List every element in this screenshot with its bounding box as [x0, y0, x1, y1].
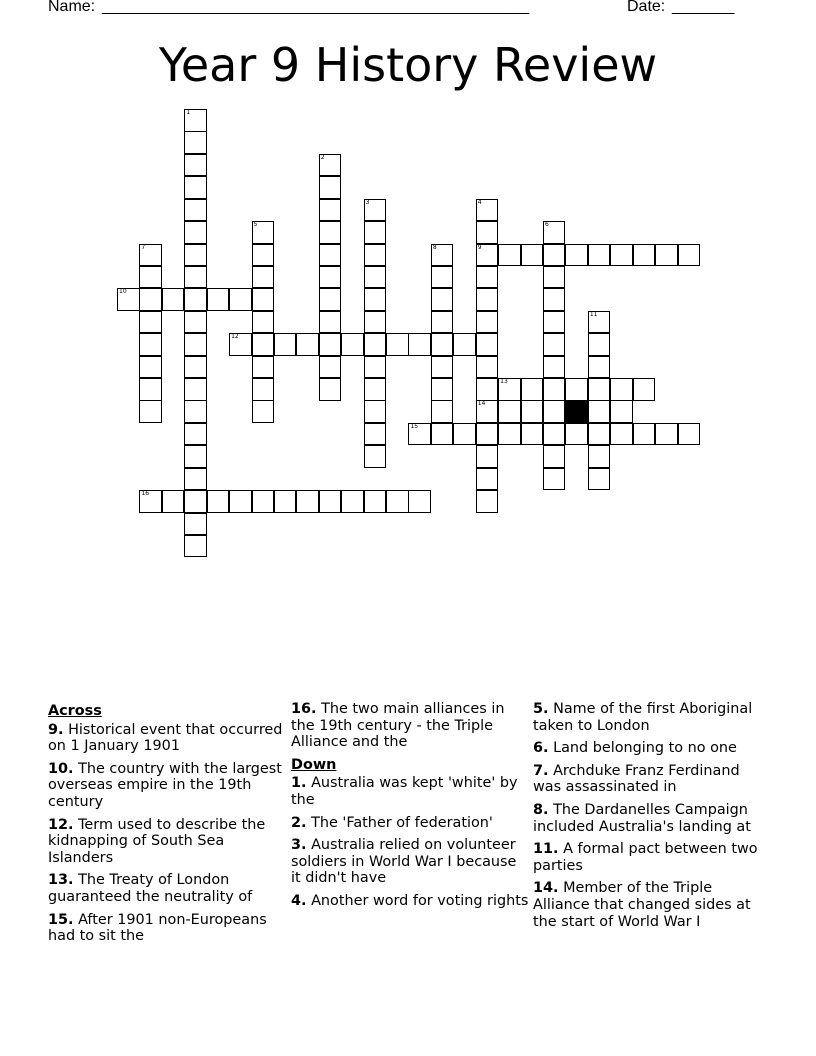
grid-cell[interactable]	[184, 176, 207, 199]
clue-number-label: 16	[141, 490, 150, 498]
grid-cell[interactable]	[408, 423, 431, 446]
grid-cell[interactable]	[476, 400, 499, 423]
grid-cell[interactable]	[319, 490, 342, 513]
grid-cell[interactable]	[543, 468, 566, 491]
grid-cell[interactable]	[184, 445, 207, 468]
grid-cell[interactable]	[655, 423, 678, 446]
clue-number: 5.	[533, 701, 549, 717]
clue-number: 11.	[533, 841, 559, 858]
clue-number: 1.	[291, 775, 307, 792]
clue-number-label: 6	[544, 221, 549, 229]
grid-cell[interactable]	[588, 378, 611, 401]
grid-cell[interactable]	[633, 423, 656, 446]
grid-cell[interactable]	[184, 378, 207, 401]
grid-cell[interactable]	[364, 400, 387, 423]
grid-cell[interactable]	[431, 311, 454, 334]
date-label: Date:	[627, 0, 666, 15]
grid-cell[interactable]	[543, 244, 566, 267]
grid-cell[interactable]	[588, 333, 611, 356]
clue-down-5	[533, 701, 771, 734]
clue-number-label: 12	[231, 333, 239, 341]
grid-cell[interactable]	[521, 244, 544, 267]
grid-cell[interactable]	[610, 400, 633, 423]
grid-cell[interactable]	[319, 356, 342, 379]
grid-cell[interactable]	[184, 199, 207, 222]
clue-text: The Treaty of London guaranteed the neutrality of	[48, 872, 253, 905]
grid-cell[interactable]	[543, 400, 566, 423]
grid-cell[interactable]	[610, 244, 633, 267]
grid-cell[interactable]	[655, 244, 678, 267]
grid-cell[interactable]	[521, 423, 544, 446]
clue-text: Historical event that occurred on 1 January 1901	[48, 721, 283, 755]
clue-number-label: 2	[320, 153, 325, 161]
grid-cell[interactable]	[610, 378, 633, 401]
grid-cell[interactable]	[431, 356, 454, 379]
grid-cell[interactable]	[565, 378, 588, 401]
grid-cell[interactable]	[543, 333, 566, 356]
grid-cell[interactable]	[543, 423, 566, 446]
clue-number-label: 14	[477, 400, 486, 408]
grid-cell[interactable]	[386, 490, 409, 513]
grid-cell[interactable]	[139, 378, 162, 401]
grid-cell[interactable]	[319, 221, 342, 244]
shaded-cell	[565, 400, 588, 423]
clue-number: 12.	[48, 816, 74, 833]
clue-number-label: 4	[477, 198, 482, 206]
grid-cell[interactable]	[252, 266, 275, 289]
grid-cell[interactable]	[386, 333, 409, 356]
across-heading: Across	[48, 703, 102, 719]
grid-cell[interactable]	[184, 423, 207, 446]
grid-cell[interactable]	[431, 244, 454, 267]
grid-cell[interactable]	[252, 378, 275, 401]
clue-text: A formal pact between two parties	[533, 841, 758, 874]
grid-cell[interactable]	[588, 423, 611, 446]
clue-down-2	[291, 815, 529, 832]
grid-cell[interactable]	[162, 288, 185, 311]
grid-cell[interactable]	[364, 333, 387, 356]
grid-cell[interactable]	[252, 356, 275, 379]
grid-cell[interactable]	[184, 333, 207, 356]
grid-cell[interactable]	[341, 333, 364, 356]
clue-number-label: 9	[477, 243, 482, 251]
clue-number: 14.	[533, 880, 559, 897]
clue-number-label: 13	[500, 378, 508, 386]
clue-number-label: 3	[365, 198, 370, 206]
clues-column-2	[291, 701, 529, 916]
grid-cell[interactable]	[476, 490, 499, 513]
grid-cell[interactable]	[543, 266, 566, 289]
grid-cell[interactable]	[476, 266, 499, 289]
clues-column-1	[48, 701, 286, 951]
grid-cell[interactable]	[453, 333, 476, 356]
grid-cell[interactable]	[274, 490, 297, 513]
grid-cell[interactable]	[117, 288, 140, 311]
grid-cell[interactable]	[588, 400, 611, 423]
grid-cell[interactable]	[229, 288, 252, 311]
grid-cell[interactable]	[588, 445, 611, 468]
grid-cell[interactable]	[364, 244, 387, 267]
grid-cell[interactable]	[678, 423, 701, 446]
clue-text: The 'Father of federation'	[311, 814, 493, 831]
grid-cell[interactable]	[543, 311, 566, 334]
grid-cell[interactable]	[184, 221, 207, 244]
clue-number: 9.	[48, 721, 64, 738]
grid-cell[interactable]	[252, 311, 275, 334]
grid-cell[interactable]	[139, 244, 162, 267]
clue-number: 7.	[533, 762, 549, 779]
grid-cell[interactable]	[319, 311, 342, 334]
grid-cell[interactable]	[364, 445, 387, 468]
grid-cell[interactable]	[431, 333, 454, 356]
grid-cell[interactable]	[543, 378, 566, 401]
clue-number-label: 15	[410, 422, 419, 430]
grid-cell[interactable]	[431, 400, 454, 423]
grid-cell[interactable]	[543, 356, 566, 379]
grid-cell[interactable]	[184, 490, 207, 513]
grid-cell[interactable]	[588, 244, 611, 267]
clue-number: 8.	[533, 801, 549, 818]
clue-text: Australia was kept 'white' by the	[291, 775, 518, 808]
grid-cell[interactable]	[319, 244, 342, 267]
grid-cell[interactable]	[543, 288, 566, 311]
clue-down-1	[291, 775, 529, 808]
date-field[interactable]: _______	[672, 0, 735, 15]
grid-cell[interactable]	[139, 400, 162, 423]
grid-cell[interactable]	[296, 333, 319, 356]
grid-cell[interactable]	[139, 356, 162, 379]
grid-cell[interactable]	[184, 109, 207, 132]
clue-across-9	[48, 722, 286, 755]
clue-text: Archduke Franz Ferdinand was assassinated in	[533, 762, 740, 796]
grid-cell[interactable]	[431, 266, 454, 289]
name-label: Name:	[48, 0, 96, 15]
clue-text: Land belonging to no one	[553, 740, 737, 757]
grid-cell[interactable]	[252, 288, 275, 311]
grid-cell[interactable]	[139, 288, 162, 311]
grid-cell[interactable]	[610, 423, 633, 446]
down-heading: Down	[291, 756, 337, 773]
clue-text: Another word for voting rights	[311, 892, 529, 909]
grid-cell[interactable]	[498, 378, 521, 401]
grid-cell[interactable]	[565, 423, 588, 446]
grid-cell[interactable]	[184, 131, 207, 154]
clue-down-3	[291, 837, 529, 887]
grid-cell[interactable]	[229, 333, 252, 356]
grid-cell[interactable]	[476, 288, 499, 311]
grid-cell[interactable]	[319, 378, 342, 401]
grid-cell[interactable]	[364, 288, 387, 311]
clue-number: 10.	[48, 760, 74, 777]
grid-cell[interactable]	[341, 490, 364, 513]
clue-down-4	[291, 893, 529, 910]
grid-cell[interactable]	[543, 221, 566, 244]
clue-number-label: 10	[119, 288, 127, 296]
grid-cell[interactable]	[184, 154, 207, 177]
grid-cell[interactable]	[139, 333, 162, 356]
grid-cell[interactable]	[184, 266, 207, 289]
clue-number: 15.	[48, 911, 74, 928]
grid-cell[interactable]	[319, 288, 342, 311]
clue-text: After 1901 non-Europeans had to sit the	[48, 911, 267, 945]
clue-across-12	[48, 817, 286, 867]
clue-text: The Dardanelles Campaign included Australia's landing at	[533, 801, 751, 835]
grid-cell[interactable]	[565, 244, 588, 267]
clue-across-10	[48, 761, 286, 811]
grid-cell[interactable]	[364, 423, 387, 446]
clue-number: 4.	[291, 892, 307, 909]
clue-across-13	[48, 872, 286, 905]
grid-cell[interactable]	[431, 378, 454, 401]
grid-cell[interactable]	[453, 423, 476, 446]
grid-cell[interactable]	[274, 333, 297, 356]
clue-text: Name of the first Aboriginal taken to London	[533, 701, 753, 734]
grid-cell[interactable]	[364, 378, 387, 401]
clue-text: The two main alliances in the 19th century - the Triple Alliance and the	[291, 701, 505, 751]
grid-cell[interactable]	[476, 445, 499, 468]
grid-cell[interactable]	[319, 333, 342, 356]
grid-cell[interactable]	[139, 311, 162, 334]
grid-cell[interactable]	[498, 423, 521, 446]
clue-down-7	[533, 763, 771, 796]
clue-number: 13.	[48, 872, 74, 889]
grid-cell[interactable]	[498, 400, 521, 423]
grid-cell[interactable]	[678, 244, 701, 267]
grid-cell[interactable]	[319, 176, 342, 199]
grid-cell[interactable]	[207, 490, 230, 513]
grid-cell[interactable]	[476, 378, 499, 401]
grid-cell[interactable]	[476, 199, 499, 222]
grid-cell[interactable]	[476, 221, 499, 244]
grid-cell[interactable]	[139, 266, 162, 289]
grid-cell[interactable]	[521, 378, 544, 401]
page-title: Year 9 History Review	[158, 38, 658, 92]
grid-cell[interactable]	[476, 333, 499, 356]
clue-text: The country with the largest overseas empire in the 19th century	[48, 760, 282, 810]
grid-cell[interactable]	[184, 288, 207, 311]
grid-cell[interactable]	[364, 490, 387, 513]
grid-cell[interactable]	[229, 490, 252, 513]
grid-cell[interactable]	[184, 535, 207, 558]
clue-number-label: 11	[589, 310, 598, 318]
grid-cell[interactable]	[408, 333, 431, 356]
grid-cell[interactable]	[252, 244, 275, 267]
clue-across-15	[48, 912, 286, 945]
grid-cell[interactable]	[252, 221, 275, 244]
clue-text: Term used to describe the kidnapping of South Sea Islanders	[48, 816, 266, 866]
grid-cell[interactable]	[476, 423, 499, 446]
grid-cell[interactable]	[364, 356, 387, 379]
clue-number: 3.	[291, 837, 307, 854]
grid-cell[interactable]	[498, 244, 521, 267]
grid-cell[interactable]	[476, 356, 499, 379]
clue-down-8	[533, 802, 771, 835]
grid-cell[interactable]	[431, 423, 454, 446]
clue-text: Australia relied on volunteer soldiers in World War I because it didn't have	[291, 837, 517, 887]
clue-number-label: 7	[141, 243, 146, 251]
grid-cell[interactable]	[543, 445, 566, 468]
grid-cell[interactable]	[588, 311, 611, 334]
clue-down-11	[533, 841, 771, 874]
clue-across-16	[291, 701, 529, 751]
grid-cell[interactable]	[633, 244, 656, 267]
grid-cell[interactable]	[184, 513, 207, 536]
grid-cell[interactable]	[364, 266, 387, 289]
clue-number: 6.	[533, 740, 549, 757]
grid-cell[interactable]	[319, 154, 342, 177]
grid-cell[interactable]	[296, 490, 319, 513]
grid-cell[interactable]	[364, 221, 387, 244]
grid-cell[interactable]	[252, 400, 275, 423]
grid-cell[interactable]	[588, 468, 611, 491]
grid-cell[interactable]	[364, 199, 387, 222]
clue-number-label: 5	[253, 221, 258, 229]
grid-cell[interactable]	[162, 490, 185, 513]
grid-cell[interactable]	[184, 400, 207, 423]
clue-down-14	[533, 880, 771, 930]
clues-column-3	[533, 701, 771, 936]
clue-text: Member of the Triple Alliance that changed sides at the start of World War I	[533, 880, 751, 930]
grid-cell[interactable]	[588, 356, 611, 379]
grid-cell[interactable]	[476, 311, 499, 334]
clue-number: 16.	[291, 701, 317, 717]
name-field[interactable]: ________________________________________________	[102, 0, 530, 15]
grid-cell[interactable]	[319, 266, 342, 289]
clue-number: 2.	[291, 814, 307, 831]
grid-cell[interactable]	[431, 288, 454, 311]
grid-cell[interactable]	[252, 333, 275, 356]
grid-cell[interactable]	[476, 468, 499, 491]
clue-number-label: 8	[432, 243, 437, 251]
grid-cell[interactable]	[319, 199, 342, 222]
grid-cell[interactable]	[184, 356, 207, 379]
grid-cell[interactable]	[184, 244, 207, 267]
grid-cell[interactable]	[184, 468, 207, 491]
grid-cell[interactable]	[408, 490, 431, 513]
grid-cell[interactable]	[521, 400, 544, 423]
grid-cell[interactable]	[476, 244, 499, 267]
grid-cell[interactable]	[139, 490, 162, 513]
grid-cell[interactable]	[252, 490, 275, 513]
clue-down-6	[533, 740, 771, 757]
clue-number-label: 1	[186, 109, 191, 116]
grid-cell[interactable]	[364, 311, 387, 334]
grid-cell[interactable]	[207, 288, 230, 311]
grid-cell[interactable]	[633, 378, 656, 401]
grid-cell[interactable]	[184, 311, 207, 334]
